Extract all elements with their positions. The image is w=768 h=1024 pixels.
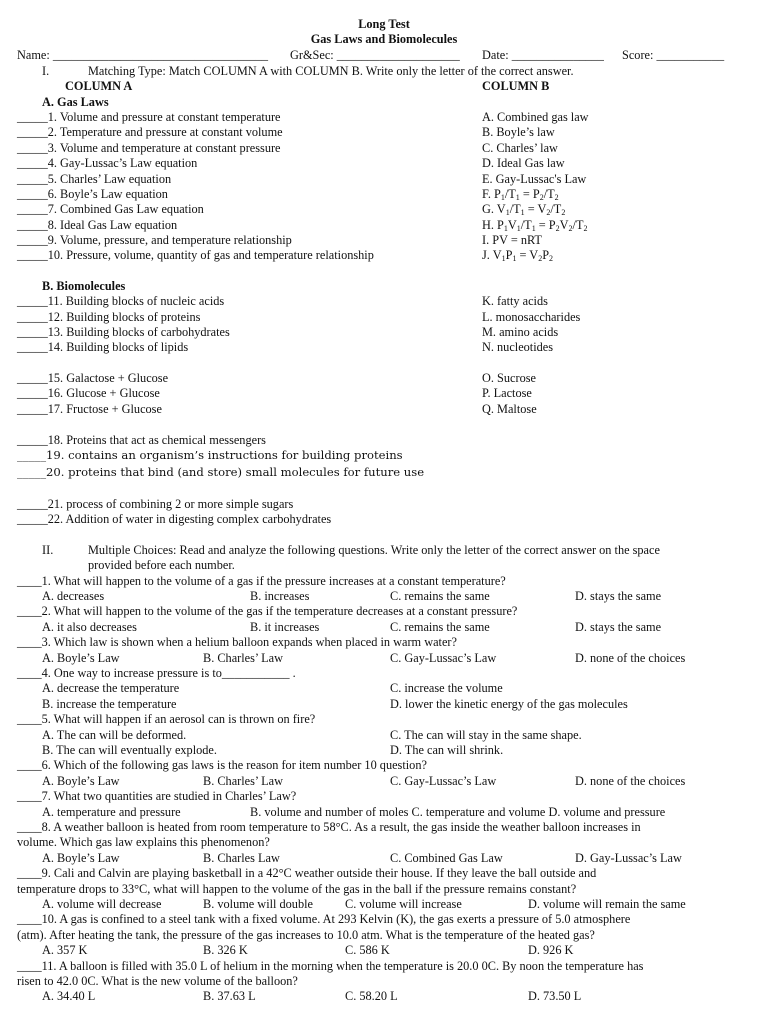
matching-item: _____4. Gay-Lussac’s Law equation xyxy=(17,156,198,170)
option: A. decrease the temperature xyxy=(42,681,180,695)
matching-row xyxy=(0,172,768,187)
option: A. 34.40 L xyxy=(42,989,96,1003)
option: C. 58.20 L xyxy=(345,989,398,1003)
option: D. none of the choices xyxy=(575,651,686,665)
option: D. none of the choices xyxy=(575,774,686,788)
matching-item: _____15. Galactose + Glucose xyxy=(17,371,169,385)
option: B. Charles’ Law xyxy=(203,651,284,665)
question-options xyxy=(0,897,768,912)
part1-instructions xyxy=(0,64,768,79)
question: ____6. Which of the following gas laws is the reason for item number 10 question? xyxy=(17,758,427,772)
option: C. Combined Gas Law xyxy=(390,851,503,865)
option: B. Charles Law xyxy=(203,851,280,865)
option: B. Charles’ Law xyxy=(203,774,284,788)
matching-row xyxy=(0,233,768,248)
option: D. The can will shrink. xyxy=(390,743,504,757)
matching-item: _____1. Volume and pressure at constant temperature xyxy=(17,110,281,124)
question: ____8. A weather balloon is heated from room temperature to 58°C. As a result, the gas inside the weather balloon increases in xyxy=(17,820,641,834)
matching-item: _____3. Volume and temperature at constant pressure xyxy=(17,141,281,155)
column-b-header: COLUMN B xyxy=(482,79,550,93)
matching-item: _____17. Fructose + Glucose xyxy=(17,402,162,416)
option: B. increases xyxy=(250,589,310,603)
matching-choice-equation: J. $V_1P_1 = V_2P_2$ xyxy=(482,248,554,263)
option: A. 357 K xyxy=(42,943,88,957)
matching-choice: E. Gay-Lussac's Law xyxy=(482,172,587,186)
question-options xyxy=(0,728,768,743)
matching-row xyxy=(0,125,768,140)
matching-item: _____11. Building blocks of nucleic acids xyxy=(17,294,225,308)
matching-choice: M. amino acids xyxy=(482,325,559,339)
identification-item: _____22. Addition of water in digesting complex carbohydrates xyxy=(17,512,332,526)
question: ____2. What will happen to the volume of the gas if the temperature decreases at a constant pressure? xyxy=(17,604,518,618)
matching-row xyxy=(0,156,768,171)
matching-item: _____6. Boyle’s Law equation xyxy=(17,187,168,201)
option: D. Gay-Lussac’s Law xyxy=(575,851,682,865)
question-options xyxy=(0,851,768,866)
matching-item: _____5. Charles’ Law equation xyxy=(17,172,172,186)
section-b-heading: B. Biomolecules xyxy=(42,279,126,293)
option: C. remains the same xyxy=(390,589,490,603)
matching-choice: D. Ideal Gas law xyxy=(482,156,565,170)
matching-row xyxy=(0,294,768,309)
section-a-heading: A. Gas Laws xyxy=(42,95,109,109)
matching-row xyxy=(0,202,768,217)
option: D. 73.50 L xyxy=(528,989,582,1003)
matching-item: _____10. Pressure, volume, quantity of gas and temperature relationship xyxy=(17,248,374,262)
question: ____4. One way to increase pressure is to___________ . xyxy=(17,666,296,680)
question-options xyxy=(0,805,768,820)
matching-item: _____9. Volume, pressure, and temperature relationship xyxy=(17,233,292,247)
matching-choice: Q. Maltose xyxy=(482,402,537,416)
identification-item: _____19. contains an organism’s instructions for building proteins xyxy=(17,448,403,462)
matching-item: _____7. Combined Gas Law equation xyxy=(17,202,204,216)
option: C. 586 K xyxy=(345,943,390,957)
question-options xyxy=(0,651,768,666)
matching-choice: I. PV = nRT xyxy=(482,233,542,247)
matching-item: _____2. Temperature and pressure at constant volume xyxy=(17,125,283,139)
question: ____5. What will happen if an aerosol can is thrown on fire? xyxy=(17,712,316,726)
matching-choice: B. Boyle’s law xyxy=(482,125,555,139)
matching-row xyxy=(0,340,768,355)
option: D. lower the kinetic energy of the gas molecules xyxy=(390,697,628,711)
option: C. remains the same xyxy=(390,620,490,634)
option: C. increase the volume xyxy=(390,681,503,695)
option: A. it also decreases xyxy=(42,620,137,634)
option: D. stays the same xyxy=(575,589,662,603)
part2-instructions xyxy=(0,543,768,558)
matching-row xyxy=(0,248,768,263)
option: C. Gay-Lussac’s Law xyxy=(390,651,497,665)
student-info-row xyxy=(0,48,768,63)
option: B. 37.63 L xyxy=(203,989,256,1003)
option: A. temperature and pressure xyxy=(42,805,181,819)
matching-choice: C. Charles’ law xyxy=(482,141,558,155)
matching-choice: A. Combined gas law xyxy=(482,110,589,124)
option: A. Boyle’s Law xyxy=(42,651,120,665)
matching-choice-equation: G. $V_1/T_1 = V_2/T_2$ xyxy=(482,202,566,217)
matching-item: _____13. Building blocks of carbohydrates xyxy=(17,325,230,339)
option: B. volume and number of moles C. temperature and volume D. volume and pressure xyxy=(250,805,666,819)
option: A. Boyle’s Law xyxy=(42,774,120,788)
matching-item: _____16. Glucose + Glucose xyxy=(17,386,160,400)
matching-row xyxy=(0,110,768,125)
option: A. decreases xyxy=(42,589,105,603)
matching-choice: P. Lactose xyxy=(482,386,532,400)
matching-row xyxy=(0,325,768,340)
part1-instructions-text: Matching Type: Match COLUMN A with COLUMN B. Write only the letter of the correct answer. xyxy=(88,64,574,78)
option: B. volume will double xyxy=(203,897,313,911)
question: ____9. Cali and Calvin are playing basketball in a 42°C weather outside their house. If they leave the ball outside and xyxy=(17,866,597,880)
matching-item: _____8. Ideal Gas Law equation xyxy=(17,218,178,232)
matching-row xyxy=(0,141,768,156)
question: ____1. What will happen to the volume of a gas if the pressure increases at a constant temperature? xyxy=(17,574,506,588)
matching-item: _____12. Building blocks of proteins xyxy=(17,310,201,324)
matching-item: _____14. Building blocks of lipids xyxy=(17,340,189,354)
matching-choice: L. monosaccharides xyxy=(482,310,581,324)
question-options xyxy=(0,989,768,1004)
option: C. volume will increase xyxy=(345,897,462,911)
matching-choice-equation: F. $P_1/T_1 = P_2/T_2$ xyxy=(482,187,559,202)
question-options xyxy=(0,943,768,958)
option: A. Boyle’s Law xyxy=(42,851,120,865)
question-cont: (atm). After heating the tank, the pressure of the gas increases to 10.0 atm. What is the temperature of the heated gas? xyxy=(17,928,595,942)
part2-numeral: II. xyxy=(42,543,54,557)
column-a-header: COLUMN A xyxy=(65,79,133,93)
identification-item: _____20. proteins that bind (and store) small molecules for future use xyxy=(17,465,425,479)
option: C. Gay-Lussac’s Law xyxy=(390,774,497,788)
question-cont: risen to 42.0 0C. What is the new volume of the balloon? xyxy=(17,974,298,988)
question-options xyxy=(0,589,768,604)
option: D. stays the same xyxy=(575,620,662,634)
question: ____10. A gas is confined to a steel tank with a fixed volume. At 293 Kelvin (K), the gas exerts a pressure of 5.0 atmosphere xyxy=(17,912,631,926)
score-field[interactable]: Score: ___________ xyxy=(622,48,725,62)
option: A. The can will be deformed. xyxy=(42,728,187,742)
question-options xyxy=(0,774,768,789)
page-subtitle: Gas Laws and Biomolecules xyxy=(310,32,458,46)
option: C. The can will stay in the same shape. xyxy=(390,728,582,742)
option: D. 926 K xyxy=(528,943,574,957)
question-options xyxy=(0,620,768,635)
matching-row xyxy=(0,187,768,202)
matching-choice-equation: H. $P_1V_1/T_1 = P_2V_2/T_2$ xyxy=(482,218,588,233)
question-options xyxy=(0,697,768,712)
matching-choice: K. fatty acids xyxy=(482,294,548,308)
question-cont: volume. Which gas law explains this phenomenon? xyxy=(17,835,270,849)
matching-choice: N. nucleotides xyxy=(482,340,554,354)
part2-instructions-text: Multiple Choices: Read and analyze the following questions. Write only the letter of the correct answer on the space xyxy=(88,543,660,557)
question: ____7. What two quantities are studied in Charles’ Law? xyxy=(17,789,297,803)
page-title: Long Test xyxy=(358,17,410,31)
question-options xyxy=(0,681,768,696)
date-field[interactable]: Date: _______________ xyxy=(482,48,604,62)
grade-section-field[interactable]: Gr&Sec: ____________________ xyxy=(290,48,460,62)
name-field[interactable]: Name: ___________________________________ xyxy=(17,48,269,62)
matching-row xyxy=(0,218,768,233)
question-cont: temperature drops to 33°C, what will happen to the volume of the gas in the ball if the pressure remains constant? xyxy=(17,882,577,896)
matching-row xyxy=(0,386,768,401)
part1-numeral: I. xyxy=(42,64,50,78)
question: ____3. Which law is shown when a helium balloon expands when placed in warm water? xyxy=(17,635,457,649)
identification-item: _____21. process of combining 2 or more simple sugars xyxy=(17,497,294,511)
matching-row xyxy=(0,402,768,417)
option: D. volume will remain the same xyxy=(528,897,686,911)
question-options xyxy=(0,743,768,758)
matching-row xyxy=(0,310,768,325)
option: B. increase the temperature xyxy=(42,697,177,711)
matching-choice: O. Sucrose xyxy=(482,371,536,385)
option: A. volume will decrease xyxy=(42,897,162,911)
question: ____11. A balloon is filled with 35.0 L of helium in the morning when the temperature is 20.0 0C. By noon the temperature has xyxy=(17,959,644,973)
option: B. it increases xyxy=(250,620,320,634)
identification-item: _____18. Proteins that act as chemical messengers xyxy=(17,433,266,447)
option: B. 326 K xyxy=(203,943,248,957)
part2-instructions-cont: provided before each number. xyxy=(88,558,235,572)
column-headers xyxy=(0,79,768,94)
option: B. The can will eventually explode. xyxy=(42,743,217,757)
matching-row xyxy=(0,371,768,386)
